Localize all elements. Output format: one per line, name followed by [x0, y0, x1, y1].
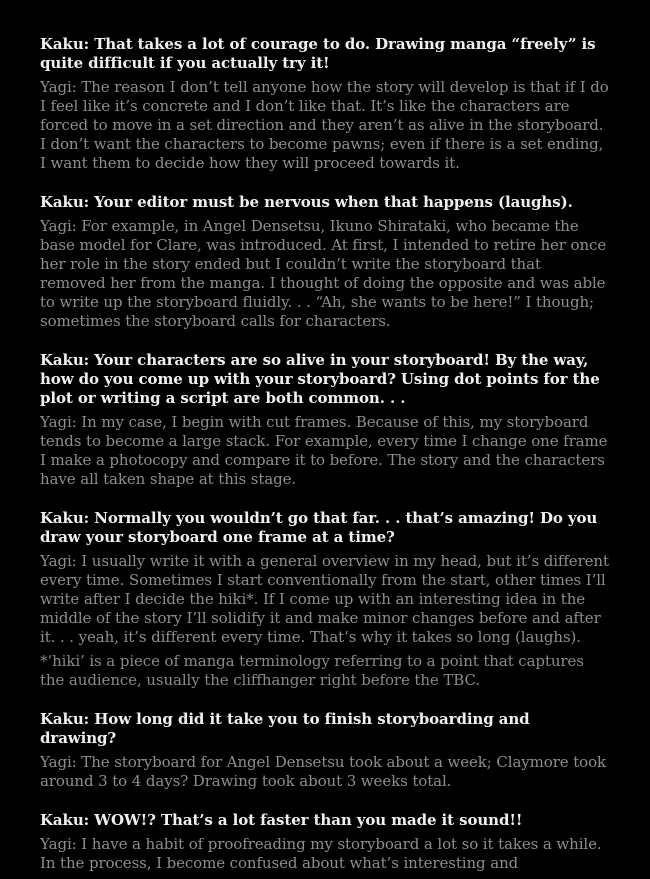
kaku-question-editor-nervous: Kaku: Your editor must be nervous when that happens (laughs).	[40, 193, 573, 211]
yagi-answer-angel-densetsu: Yagi: For example, in Angel Densetsu, Ikuno Shirataki, who became the base model for Clare, was introduced. At first, I intended to retire her once her role in the story ended but I couldn’t write the storyboard that removed her from the manga. I thought of doing the opposite and was able to write up the storyboard fluidly. . . “Ah, she wants to be here!” I though; sometimes the storyboard calls for characters.	[40, 217, 607, 330]
yagi-answer-storyboard-duration: Yagi: The storyboard for Angel Densetsu took about a week; Claymore took around 3 to 4 days? Drawing took about 3 weeks total.	[40, 753, 607, 790]
footnote-hiki-definition: *‘hiki’ is a piece of manga terminology referring to a point that captures the audience, usually the cliffhanger right before the TBC.	[40, 652, 584, 689]
yagi-answer-general-overview: Yagi: I usually write it with a general overview in my head, but it’s different every time. Sometimes I start conventionally from the start, other times I’ll write after I decide the hiki*. If I come up with an interesting idea in the middle of the story I’ll solidify it and make minor changes before and after it. . . yeah, it’s different every time. That’s why it takes so long (laughs).	[40, 552, 609, 646]
kaku-question-courage: Kaku: That takes a lot of courage to do. Drawing manga “freely” is quite difficult if you actually try it!	[40, 35, 596, 72]
kaku-question-storyboard-method: Kaku: Your characters are so alive in your storyboard! By the way, how do you come up with your storyboard? Using dot points for the plot or writing a script are both common. . .	[40, 351, 600, 407]
yagi-answer-proofreading: Yagi: I have a habit of proofreading my storyboard a lot so it takes a while. In the process, I become confused about what’s interesting and	[40, 835, 602, 872]
yagi-answer-cut-frames: Yagi: In my case, I begin with cut frames. Because of this, my storyboard tends to become a large stack. For example, every time I change one frame I make a photocopy and compare it to before. The story and the characters have all taken shape at this stage.	[40, 413, 608, 488]
kaku-question-wow-faster: Kaku: WOW!? That’s a lot faster than you made it sound!!	[40, 811, 523, 829]
kaku-question-how-long: Kaku: How long did it take you to finish storyboarding and drawing?	[40, 710, 530, 747]
yagi-answer-story-development: Yagi: The reason I don’t tell anyone how the story will develop is that if I do I feel like it’s concrete and I don’t like that. It’s like the characters are forced to move in a set direction and they aren’t as alive in the storyboard. I don’t want the characters to become pawns; even if there is a set ending, I want them to decide how they will proceed towards it.	[40, 78, 609, 172]
kaku-question-one-frame-at-a-time: Kaku: Normally you wouldn’t go that far. . . that’s amazing! Do you draw your storyboard one frame at a time?	[40, 509, 598, 546]
